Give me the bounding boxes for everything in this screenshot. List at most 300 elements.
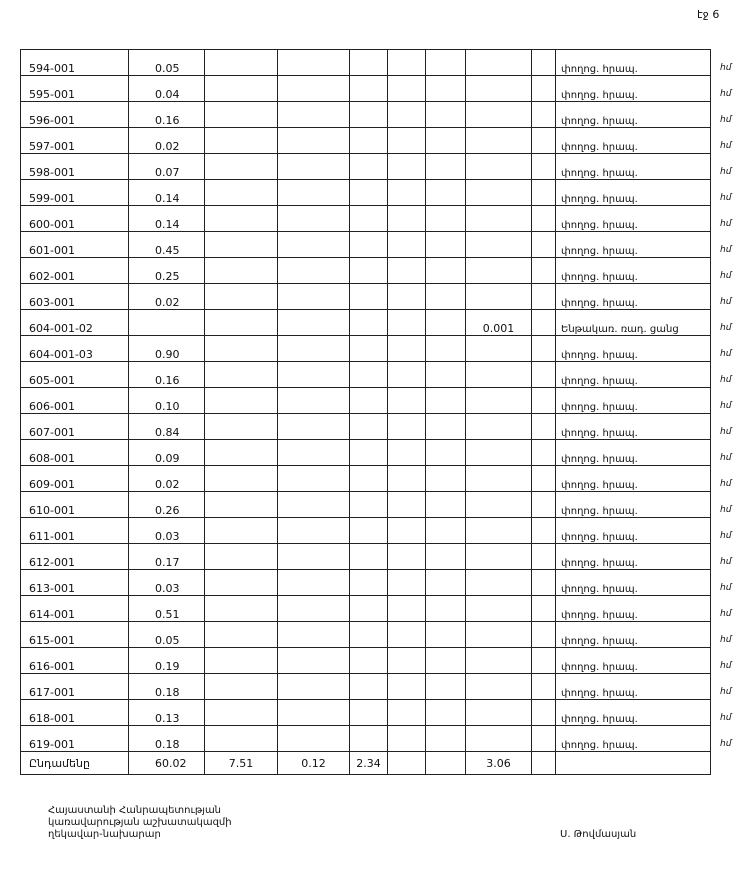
- margin-mark: հմ: [720, 479, 732, 489]
- empty-cell: [532, 544, 556, 570]
- empty-cell: [532, 622, 556, 648]
- empty-cell: [278, 232, 350, 258]
- empty-cell: [532, 76, 556, 102]
- empty-cell: [532, 258, 556, 284]
- empty-cell: [532, 518, 556, 544]
- parcel-code: 608-001: [21, 440, 129, 466]
- parcel-value: [466, 154, 532, 180]
- parcel-code: 610-001: [21, 492, 129, 518]
- parcel-purpose: փողոց. հրապ.: [556, 466, 711, 492]
- parcel-purpose: փողոց. հրապ.: [556, 258, 711, 284]
- empty-cell: [388, 596, 426, 622]
- parcel-purpose: փողոց. հրապ.: [556, 76, 711, 102]
- empty-cell: [532, 492, 556, 518]
- parcel-area: 0.10: [129, 388, 205, 414]
- empty-cell: [278, 440, 350, 466]
- parcel-area: [129, 310, 205, 336]
- empty-cell: [278, 622, 350, 648]
- parcel-value: [466, 674, 532, 700]
- empty-cell: [532, 128, 556, 154]
- empty-cell: [388, 414, 426, 440]
- empty-cell: [388, 206, 426, 232]
- empty-cell: [205, 258, 278, 284]
- parcel-code: 612-001: [21, 544, 129, 570]
- empty-cell: [426, 440, 466, 466]
- margin-mark: հմ: [720, 583, 732, 593]
- empty-cell: [532, 414, 556, 440]
- parcel-code: 602-001: [21, 258, 129, 284]
- parcel-purpose: փողոց. հրապ.: [556, 180, 711, 206]
- empty-cell: [205, 310, 278, 336]
- empty-cell: [532, 726, 556, 752]
- total-b: 7.51: [205, 752, 278, 775]
- empty-cell: [350, 544, 388, 570]
- empty-cell: [278, 258, 350, 284]
- empty-cell: [532, 310, 556, 336]
- parcel-area: 0.16: [129, 362, 205, 388]
- empty-cell: [205, 180, 278, 206]
- total-area: 60.02: [129, 752, 205, 775]
- empty-cell: [426, 544, 466, 570]
- empty-cell: [388, 700, 426, 726]
- parcel-value: [466, 648, 532, 674]
- empty-cell: [388, 128, 426, 154]
- empty-cell: [426, 414, 466, 440]
- parcel-area: 0.03: [129, 518, 205, 544]
- empty-cell: [426, 336, 466, 362]
- parcel-area: 0.17: [129, 544, 205, 570]
- empty-cell: [205, 518, 278, 544]
- table-row: [21, 76, 711, 102]
- parcel-code: 603-001: [21, 284, 129, 310]
- parcel-code: 601-001: [21, 232, 129, 258]
- parcel-value: [466, 206, 532, 232]
- margin-mark: հմ: [720, 557, 732, 567]
- total-empty-cell: [388, 752, 426, 775]
- empty-cell: [426, 206, 466, 232]
- empty-cell: [205, 544, 278, 570]
- parcel-purpose: փողոց. հրապ.: [556, 102, 711, 128]
- parcel-code: 595-001: [21, 76, 129, 102]
- margin-mark: հմ: [720, 739, 732, 749]
- parcel-purpose: փողոց. հրապ.: [556, 206, 711, 232]
- parcel-area: 0.84: [129, 414, 205, 440]
- parcel-area: 0.90: [129, 336, 205, 362]
- parcel-code: 615-001: [21, 622, 129, 648]
- empty-cell: [205, 232, 278, 258]
- table-row: [21, 310, 711, 336]
- margin-mark: հմ: [720, 245, 732, 255]
- footer-title-line: ղեկավար-նախարար: [48, 829, 161, 840]
- parcel-area: 0.16: [129, 102, 205, 128]
- parcel-purpose: փողոց. հրապ.: [556, 232, 711, 258]
- empty-cell: [426, 388, 466, 414]
- empty-cell: [426, 622, 466, 648]
- parcel-area: 0.02: [129, 128, 205, 154]
- parcel-purpose: փողոց. հրապ.: [556, 518, 711, 544]
- empty-cell: [350, 258, 388, 284]
- empty-cell: [388, 518, 426, 544]
- margin-mark: հմ: [720, 349, 732, 359]
- empty-cell: [278, 492, 350, 518]
- empty-cell: [532, 50, 556, 76]
- parcel-code: 613-001: [21, 570, 129, 596]
- parcel-area: 0.03: [129, 570, 205, 596]
- parcel-purpose: Ենթակառ. ռադ. ցանց: [556, 310, 711, 336]
- parcel-area: 0.04: [129, 76, 205, 102]
- parcel-purpose: փողոց. հրապ.: [556, 674, 711, 700]
- parcel-purpose: փողոց. հրապ.: [556, 388, 711, 414]
- empty-cell: [388, 102, 426, 128]
- table-row: [21, 154, 711, 180]
- empty-cell: [426, 674, 466, 700]
- empty-cell: [350, 648, 388, 674]
- margin-mark: հմ: [720, 271, 732, 281]
- parcel-area: 0.05: [129, 50, 205, 76]
- empty-cell: [278, 700, 350, 726]
- margin-mark: հմ: [720, 505, 732, 515]
- empty-cell: [350, 596, 388, 622]
- margin-mark: հմ: [720, 427, 732, 437]
- empty-cell: [350, 50, 388, 76]
- margin-mark: հմ: [720, 609, 732, 619]
- empty-cell: [388, 50, 426, 76]
- empty-cell: [532, 596, 556, 622]
- empty-cell: [350, 310, 388, 336]
- parcel-value: [466, 518, 532, 544]
- empty-cell: [205, 284, 278, 310]
- margin-mark: հմ: [720, 63, 732, 73]
- parcel-purpose: փողոց. հրապ.: [556, 362, 711, 388]
- parcel-code: 604-001-03: [21, 336, 129, 362]
- empty-cell: [388, 258, 426, 284]
- parcel-purpose: փողոց. հրապ.: [556, 700, 711, 726]
- margin-mark: հմ: [720, 713, 732, 723]
- empty-cell: [205, 76, 278, 102]
- empty-cell: [388, 622, 426, 648]
- empty-cell: [426, 518, 466, 544]
- empty-cell: [388, 674, 426, 700]
- parcel-code: 605-001: [21, 362, 129, 388]
- parcel-purpose: փողոց. հրապ.: [556, 622, 711, 648]
- empty-cell: [426, 232, 466, 258]
- empty-cell: [205, 440, 278, 466]
- parcel-value: [466, 466, 532, 492]
- empty-cell: [278, 674, 350, 700]
- parcel-area: 0.02: [129, 284, 205, 310]
- margin-mark: հմ: [720, 635, 732, 645]
- empty-cell: [388, 492, 426, 518]
- empty-cell: [350, 674, 388, 700]
- empty-cell: [205, 466, 278, 492]
- parcel-area: 0.09: [129, 440, 205, 466]
- footer-title-line: կառավարության աշխատակազմի: [48, 817, 232, 828]
- empty-cell: [532, 206, 556, 232]
- parcel-purpose: փողոց. հրապ.: [556, 128, 711, 154]
- empty-cell: [205, 128, 278, 154]
- total-e: 3.06: [466, 752, 532, 775]
- parcel-code: 599-001: [21, 180, 129, 206]
- total-label: Ընդամենը: [21, 752, 129, 775]
- empty-cell: [388, 648, 426, 674]
- empty-cell: [350, 180, 388, 206]
- empty-cell: [350, 492, 388, 518]
- total-c: 0.12: [278, 752, 350, 775]
- empty-cell: [350, 440, 388, 466]
- empty-cell: [388, 284, 426, 310]
- empty-cell: [532, 284, 556, 310]
- parcel-value: [466, 700, 532, 726]
- empty-cell: [532, 700, 556, 726]
- parcel-value: [466, 726, 532, 752]
- parcel-code: 609-001: [21, 466, 129, 492]
- parcel-value: [466, 570, 532, 596]
- parcel-value: [466, 128, 532, 154]
- total-d: 2.34: [350, 752, 388, 775]
- total-empty-cell: [532, 752, 556, 775]
- parcel-value: [466, 180, 532, 206]
- total-empty-cell: [426, 752, 466, 775]
- parcel-value: [466, 596, 532, 622]
- empty-cell: [388, 180, 426, 206]
- empty-cell: [205, 388, 278, 414]
- empty-cell: [205, 622, 278, 648]
- parcel-area: 0.51: [129, 596, 205, 622]
- empty-cell: [388, 154, 426, 180]
- parcel-purpose: փողոց. հրապ.: [556, 50, 711, 76]
- empty-cell: [278, 50, 350, 76]
- empty-cell: [388, 440, 426, 466]
- parcel-value: 0.001: [466, 310, 532, 336]
- margin-mark: հմ: [720, 375, 732, 385]
- empty-cell: [532, 154, 556, 180]
- empty-cell: [426, 102, 466, 128]
- empty-cell: [205, 596, 278, 622]
- parcel-area: 0.14: [129, 206, 205, 232]
- empty-cell: [532, 570, 556, 596]
- table-row: [21, 284, 711, 310]
- empty-cell: [426, 700, 466, 726]
- empty-cell: [278, 570, 350, 596]
- empty-cell: [278, 336, 350, 362]
- parcel-code: 619-001: [21, 726, 129, 752]
- table-row: [21, 128, 711, 154]
- empty-cell: [278, 206, 350, 232]
- empty-cell: [278, 102, 350, 128]
- empty-cell: [350, 206, 388, 232]
- empty-cell: [278, 518, 350, 544]
- empty-cell: [350, 76, 388, 102]
- parcel-area: 0.02: [129, 466, 205, 492]
- empty-cell: [426, 180, 466, 206]
- parcel-purpose: փողոց. հրապ.: [556, 648, 711, 674]
- empty-cell: [278, 362, 350, 388]
- margin-mark: հմ: [720, 297, 732, 307]
- empty-cell: [426, 466, 466, 492]
- parcel-value: [466, 336, 532, 362]
- empty-cell: [426, 726, 466, 752]
- empty-cell: [278, 466, 350, 492]
- parcel-area: 0.18: [129, 674, 205, 700]
- empty-cell: [426, 258, 466, 284]
- table-row: [21, 674, 711, 700]
- footer-title-line: Հայաստանի Հանրապետության: [48, 805, 222, 816]
- empty-cell: [205, 700, 278, 726]
- parcel-code: 600-001: [21, 206, 129, 232]
- empty-cell: [205, 570, 278, 596]
- parcel-code: 607-001: [21, 414, 129, 440]
- table-row: [21, 440, 711, 466]
- empty-cell: [205, 336, 278, 362]
- table-row: [21, 102, 711, 128]
- empty-cell: [426, 50, 466, 76]
- empty-cell: [278, 310, 350, 336]
- table-row: [21, 700, 711, 726]
- empty-cell: [350, 154, 388, 180]
- empty-cell: [278, 76, 350, 102]
- land-parcels-table: [20, 49, 711, 775]
- empty-cell: [350, 232, 388, 258]
- empty-cell: [426, 154, 466, 180]
- parcel-purpose: փողոց. հրապ.: [556, 570, 711, 596]
- margin-mark: հմ: [720, 323, 732, 333]
- empty-cell: [388, 362, 426, 388]
- table-row: [21, 388, 711, 414]
- empty-cell: [205, 414, 278, 440]
- total-empty-cell: [556, 752, 711, 775]
- table-row: [21, 544, 711, 570]
- empty-cell: [532, 466, 556, 492]
- parcel-value: [466, 102, 532, 128]
- parcel-value: [466, 622, 532, 648]
- empty-cell: [532, 102, 556, 128]
- empty-cell: [278, 284, 350, 310]
- parcel-value: [466, 76, 532, 102]
- parcel-area: 0.19: [129, 648, 205, 674]
- parcel-area: 0.45: [129, 232, 205, 258]
- empty-cell: [388, 726, 426, 752]
- empty-cell: [426, 284, 466, 310]
- empty-cell: [388, 388, 426, 414]
- empty-cell: [205, 726, 278, 752]
- empty-cell: [532, 648, 556, 674]
- parcel-code: 604-001-02: [21, 310, 129, 336]
- table-row: [21, 570, 711, 596]
- parcel-purpose: փողոց. հրապ.: [556, 154, 711, 180]
- margin-mark: հմ: [720, 531, 732, 541]
- parcel-code: 618-001: [21, 700, 129, 726]
- parcel-area: 0.14: [129, 180, 205, 206]
- parcel-purpose: փողոց. հրապ.: [556, 492, 711, 518]
- table-row: [21, 258, 711, 284]
- margin-mark: հմ: [720, 89, 732, 99]
- empty-cell: [350, 466, 388, 492]
- empty-cell: [532, 336, 556, 362]
- parcel-value: [466, 440, 532, 466]
- parcel-purpose: փողոց. հրապ.: [556, 414, 711, 440]
- empty-cell: [350, 700, 388, 726]
- empty-cell: [278, 388, 350, 414]
- empty-cell: [388, 232, 426, 258]
- margin-mark: հմ: [720, 687, 732, 697]
- parcel-purpose: փողոց. հրապ.: [556, 544, 711, 570]
- empty-cell: [278, 180, 350, 206]
- parcel-purpose: փողոց. հրապ.: [556, 336, 711, 362]
- empty-cell: [278, 414, 350, 440]
- empty-cell: [205, 102, 278, 128]
- empty-cell: [350, 518, 388, 544]
- margin-mark: հմ: [720, 115, 732, 125]
- parcel-value: [466, 232, 532, 258]
- table-row: [21, 726, 711, 752]
- margin-mark: հմ: [720, 141, 732, 151]
- margin-mark: հմ: [720, 167, 732, 177]
- empty-cell: [532, 440, 556, 466]
- empty-cell: [426, 128, 466, 154]
- parcel-code: 606-001: [21, 388, 129, 414]
- empty-cell: [278, 154, 350, 180]
- empty-cell: [532, 674, 556, 700]
- empty-cell: [532, 362, 556, 388]
- empty-cell: [278, 596, 350, 622]
- parcel-code: 597-001: [21, 128, 129, 154]
- parcel-value: [466, 544, 532, 570]
- empty-cell: [426, 570, 466, 596]
- empty-cell: [350, 622, 388, 648]
- empty-cell: [426, 76, 466, 102]
- empty-cell: [426, 362, 466, 388]
- empty-cell: [350, 726, 388, 752]
- page-number: էջ 6: [697, 8, 720, 21]
- empty-cell: [205, 648, 278, 674]
- empty-cell: [205, 50, 278, 76]
- table-row: [21, 180, 711, 206]
- margin-mark: հմ: [720, 453, 732, 463]
- parcel-code: 596-001: [21, 102, 129, 128]
- empty-cell: [426, 648, 466, 674]
- empty-cell: [388, 310, 426, 336]
- empty-cell: [350, 284, 388, 310]
- empty-cell: [350, 102, 388, 128]
- empty-cell: [350, 336, 388, 362]
- parcel-area: 0.07: [129, 154, 205, 180]
- margin-mark: հմ: [720, 661, 732, 671]
- empty-cell: [426, 596, 466, 622]
- parcel-purpose: փողոց. հրապ.: [556, 596, 711, 622]
- table-row: [21, 336, 711, 362]
- empty-cell: [388, 466, 426, 492]
- parcel-value: [466, 492, 532, 518]
- footer-title: [48, 805, 232, 841]
- signatory-name: Ս. Թովմասյան: [560, 829, 637, 840]
- table-row: [21, 50, 711, 76]
- empty-cell: [350, 414, 388, 440]
- table-row: [21, 362, 711, 388]
- table-row: [21, 414, 711, 440]
- empty-cell: [426, 310, 466, 336]
- parcel-code: 617-001: [21, 674, 129, 700]
- empty-cell: [205, 154, 278, 180]
- margin-mark: հմ: [720, 219, 732, 229]
- table-row: [21, 492, 711, 518]
- parcel-value: [466, 258, 532, 284]
- empty-cell: [388, 544, 426, 570]
- parcel-code: 594-001: [21, 50, 129, 76]
- empty-cell: [205, 492, 278, 518]
- empty-cell: [388, 570, 426, 596]
- empty-cell: [205, 674, 278, 700]
- empty-cell: [278, 544, 350, 570]
